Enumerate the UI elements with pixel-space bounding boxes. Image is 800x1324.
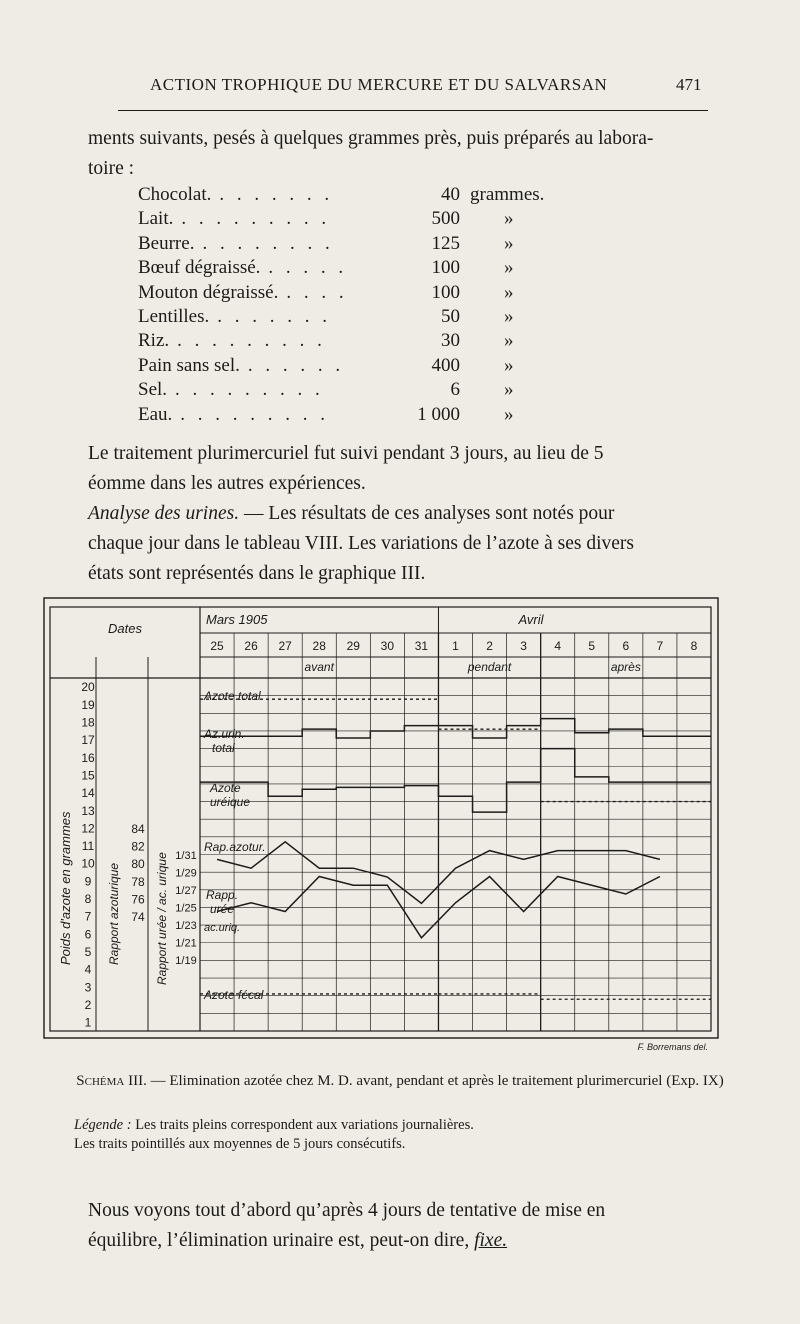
running-title: ACTION TROPHIQUE DU MERCURE ET DU SALVARSAN bbox=[150, 75, 608, 94]
caption-label: Schéma III. bbox=[76, 1073, 147, 1089]
chart-axes bbox=[58, 680, 197, 1029]
food-leader-dots: . . . . . . . . . bbox=[181, 208, 331, 230]
day-label: 6 bbox=[622, 639, 630, 653]
axis-tick-label: 76 bbox=[131, 892, 145, 907]
para2-line-3-rest: — Les résultats de ces analyses sont notés pour bbox=[239, 503, 615, 524]
label-azote-total: Azote total bbox=[204, 689, 261, 703]
axis-title: Rapport azoturique bbox=[107, 862, 121, 965]
label-azote-fecal: Azote fécal bbox=[204, 988, 264, 1002]
food-quantity: 40 bbox=[441, 184, 460, 205]
food-unit: » bbox=[504, 257, 514, 279]
food-leader-dots: . . . . bbox=[286, 281, 348, 303]
intro-line-1: ments suivants, pesés à quelques grammes près, puis préparés au labora- bbox=[88, 128, 654, 149]
axis-tick-label: 1/27 bbox=[175, 885, 197, 897]
axis-tick-label: 2 bbox=[84, 997, 92, 1012]
food-quantity: 500 bbox=[431, 208, 460, 230]
day-label: 3 bbox=[520, 639, 527, 653]
food-leader-dots: . . . . . . . . bbox=[202, 232, 334, 254]
axis-tick-label: 78 bbox=[131, 874, 145, 889]
day-label: 31 bbox=[414, 639, 429, 653]
page-number: 471 bbox=[676, 75, 702, 94]
axis-tick-label: 84 bbox=[131, 822, 145, 836]
food-leader-dots: . . . . . . . bbox=[217, 305, 331, 327]
chart-grid bbox=[200, 633, 711, 1031]
food-name: Mouton dégraissé. bbox=[138, 281, 279, 303]
axis-tick-label: 1/31 bbox=[175, 850, 197, 862]
food-leader-dots: . . . . . . . . . bbox=[175, 379, 324, 401]
axis-tick-label: 12 bbox=[81, 821, 95, 836]
food-unit: » bbox=[504, 281, 514, 303]
phase-label: après bbox=[610, 660, 641, 674]
day-label: 2 bbox=[486, 639, 493, 653]
axis-tick-label: 1/29 bbox=[175, 867, 197, 880]
label-rap-azotur: Rap.azotur. bbox=[204, 840, 266, 854]
series-az-urin-total bbox=[200, 719, 711, 738]
final-emphasis: fixe. bbox=[474, 1230, 508, 1251]
food-quantity: 30 bbox=[441, 330, 460, 352]
axis-tick-label: 9 bbox=[84, 874, 92, 889]
label-rapp-uree: Rapp. bbox=[206, 888, 239, 902]
month-label: Avril bbox=[518, 612, 544, 627]
day-label: 28 bbox=[312, 639, 326, 653]
analysis-heading: Analyse des urines. bbox=[88, 503, 240, 524]
food-name: Sel. bbox=[138, 379, 168, 401]
axis-tick-label: 3 bbox=[84, 980, 92, 995]
food-name: Bœuf dégraissé. bbox=[138, 257, 261, 279]
day-label: 25 bbox=[210, 639, 224, 653]
legend-text-1: Les traits pleins correspondent aux variations journalières. bbox=[131, 1117, 474, 1133]
food-unit: » bbox=[504, 305, 514, 327]
food-unit: » bbox=[504, 232, 514, 254]
axis-tick-label: 1/23 bbox=[175, 920, 197, 932]
legend-line-2: Les traits pointillés aux moyennes de 5 jours consécutifs. bbox=[74, 1136, 406, 1152]
day-label: 1 bbox=[452, 639, 459, 653]
day-label: 8 bbox=[690, 639, 698, 653]
label-az-urin: total bbox=[212, 741, 235, 755]
phase-label: pendant bbox=[467, 660, 512, 674]
axis-tick-label: 80 bbox=[131, 857, 145, 872]
axis-tick-label: 1/21 bbox=[175, 937, 197, 950]
axis-tick-label: 1 bbox=[84, 1015, 92, 1030]
food-name: Lait. bbox=[138, 208, 174, 230]
axis-tick-label: 82 bbox=[131, 839, 145, 854]
final-line-2-text: équilibre, l’élimination urinaire est, peut-on dire, bbox=[88, 1230, 475, 1251]
axis-tick-label: 1/19 bbox=[175, 955, 197, 967]
food-unit: » bbox=[504, 354, 514, 376]
food-quantity: 1 000 bbox=[417, 403, 460, 425]
figure-legend bbox=[74, 1116, 754, 1154]
label-rapp-uree: urée bbox=[210, 902, 235, 916]
phase-label: avant bbox=[304, 660, 334, 674]
food-leader-dots: . . . . . bbox=[268, 257, 348, 279]
label-azote-ureique: uréique bbox=[210, 795, 251, 809]
food-unit: » bbox=[504, 330, 514, 352]
axis-tick-label: 4 bbox=[84, 962, 92, 977]
final-line-2 bbox=[88, 1226, 710, 1256]
food-quantity: 50 bbox=[441, 305, 460, 327]
axis-tick-label: 5 bbox=[84, 944, 92, 959]
axis-tick-label: 18 bbox=[81, 715, 95, 730]
axis-tick-label: 1/25 bbox=[175, 902, 197, 915]
day-label: 7 bbox=[656, 639, 664, 653]
food-name: Lentilles. bbox=[138, 305, 210, 327]
legend-line-1 bbox=[74, 1116, 754, 1135]
axis-tick-label: 11 bbox=[81, 839, 95, 854]
food-unit: grammes. bbox=[470, 184, 545, 205]
day-label: 29 bbox=[346, 639, 360, 653]
food-name: Beurre. bbox=[138, 232, 195, 254]
day-label: 26 bbox=[244, 639, 258, 653]
day-label: 27 bbox=[278, 639, 292, 653]
figure-caption bbox=[60, 1072, 740, 1091]
axis-tick-label: 20 bbox=[81, 680, 95, 695]
label-azote-ureique: Azote bbox=[210, 781, 241, 795]
food-leader-dots: . . . . . . . bbox=[219, 184, 334, 205]
final-paragraph bbox=[88, 1196, 710, 1256]
food-quantity: 100 bbox=[431, 281, 460, 303]
axis-tick-label: 7 bbox=[84, 909, 92, 924]
day-label: 30 bbox=[380, 639, 395, 653]
food-name: Pain sans sel. bbox=[138, 354, 240, 376]
food-quantity: 400 bbox=[431, 354, 460, 376]
dates-label: Dates bbox=[108, 621, 142, 636]
artist-signature: F. Borremans del. bbox=[637, 1042, 708, 1052]
food-quantity: 6 bbox=[450, 379, 460, 401]
food-leader-dots: . . . . . . . . . bbox=[180, 403, 330, 425]
axis-tick-label: 6 bbox=[84, 927, 92, 942]
axis-tick-label: 74 bbox=[131, 910, 145, 924]
day-label: 5 bbox=[588, 639, 596, 653]
axis-tick-label: 10 bbox=[81, 856, 95, 871]
food-leader-dots: . . . . . . bbox=[247, 354, 345, 376]
caption-text: — Elimination azotée chez M. D. avant, pendant et après le traitement plurimercuriel (Exp. IX) bbox=[146, 1073, 724, 1089]
day-label: 4 bbox=[554, 639, 562, 653]
label-az-urin: Az.urin. bbox=[204, 727, 245, 741]
food-name: Eau. bbox=[138, 403, 173, 425]
final-line-1: Nous voyons tout d’abord qu’après 4 jours de tentative de mise en bbox=[88, 1200, 606, 1221]
para2-line-5: états sont représentés dans le graphique III. bbox=[88, 563, 426, 584]
food-name: Chocolat. bbox=[138, 184, 212, 205]
axis-title: Rapport urée / ac. urique bbox=[155, 852, 169, 985]
food-unit: » bbox=[504, 208, 514, 230]
axis-tick-label: 13 bbox=[81, 803, 95, 818]
food-quantity: 125 bbox=[431, 232, 460, 254]
legend-label: Légende : bbox=[74, 1117, 132, 1133]
food-name: Riz. bbox=[138, 330, 170, 352]
chart-series-labels bbox=[203, 689, 708, 1052]
food-unit: » bbox=[504, 403, 514, 425]
chart-series bbox=[200, 699, 711, 999]
axis-tick-label: 19 bbox=[81, 697, 95, 712]
axis-tick-label: 14 bbox=[81, 786, 95, 801]
para2-line-4: chaque jour dans le tableau VIII. Les variations de l’azote à ses divers bbox=[88, 533, 634, 554]
month-label: Mars 1905 bbox=[206, 612, 268, 627]
para2-line-2: éomme dans les autres expériences. bbox=[88, 473, 366, 494]
axis-title: Poids d'azote en grammes bbox=[58, 811, 73, 965]
axis-tick-label: 8 bbox=[84, 892, 92, 907]
axis-tick-label: 17 bbox=[81, 733, 95, 748]
food-quantity: 100 bbox=[431, 257, 460, 279]
axis-tick-label: 16 bbox=[81, 750, 95, 765]
axis-tick-label: 15 bbox=[81, 768, 95, 783]
series-azote-ureique bbox=[200, 749, 711, 813]
chart-headers bbox=[108, 612, 698, 674]
food-unit: » bbox=[504, 379, 514, 401]
label-ac-uriq: ac.uriq. bbox=[204, 922, 241, 934]
para2-line-1: Le traitement plurimercuriel fut suivi pendant 3 jours, au lieu de 5 bbox=[88, 443, 604, 464]
food-leader-dots: . . . . . . . . . bbox=[177, 330, 326, 352]
intro-line-2: toire : bbox=[88, 158, 135, 179]
